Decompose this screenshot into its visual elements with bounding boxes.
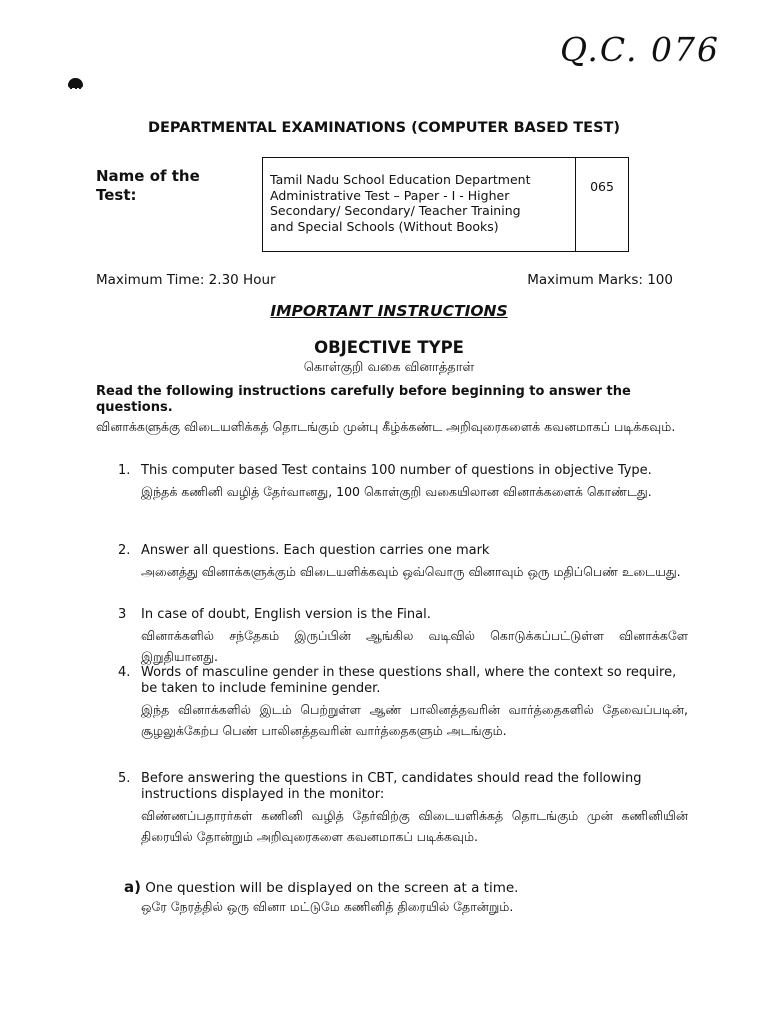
sub-item-letter: a) [124,878,141,896]
item-text-tamil: விண்ணப்பதாரர்கள் கணினி வழித் தேர்விற்கு விடையளிக்கத் தொடங்கும் முன் கணினியின் திரையில் தோன்றும் அறிவுரைகளை கவனமாகப் படிக்கவும். [141,808,688,844]
sub-item-text-tamil: ஒரே நேரத்தில் ஒரு வினா மட்டுமே கணினித் திரையில் தோன்றும். [141,899,514,914]
item-text-english: Words of masculine gender in these questions shall, where the context so require, be taken to include feminine gender. [141,665,677,696]
test-name-line: Tamil Nadu School Education Department [270,172,531,187]
test-name-line: Secondary/ Secondary/ Teacher Training [270,203,521,218]
qc-code-handwritten: Q.C. 076 [560,30,720,69]
test-name-label-line1: Name of the [96,167,200,185]
instruction-item-3 [118,607,688,667]
sub-item-text-english: One question will be displayed on the screen at a time. [140,880,519,896]
item-number: 1. [118,463,131,478]
item-text-tamil: இந்த வினாக்களில் இடம் பெற்றுள்ள ஆண் பாலினத்தவரின் வார்த்தைகளில் தேவைப்படின், சூழலுக்கேற்ப பெண் பாலினத்தவரின் வார்த்தைகளும் அடங்கும். [141,702,688,738]
instruction-item-2 [118,543,688,582]
department-title: DEPARTMENTAL EXAMINATIONS (COMPUTER BASED TEST) [147,120,621,136]
item-text-english: In case of doubt, English version is the Final. [141,607,431,622]
maximum-marks: Maximum Marks: 100 [527,272,673,288]
objective-type-heading-tamil: கொள்குறி வகை வினாத்தாள் [303,360,475,375]
test-name-label [96,167,200,205]
test-name-label-line2: Test: [96,186,137,204]
item-text-english: This computer based Test contains 100 number of questions in objective Type. [141,463,652,478]
read-instructions-tamil: வினாக்களுக்கு விடையளிக்கத் தொடங்கும் முன்பு கீழ்க்கண்ட அறிவுரைகளைக் கவனமாகப் படிக்கவும். [96,419,676,434]
important-instructions-heading: IMPORTANT INSTRUCTIONS [270,302,508,320]
test-name-cell [263,158,576,251]
test-name-line: Administrative Test – Paper - I - Higher [270,187,510,203]
maximum-time: Maximum Time: 2.30 Hour [96,272,276,288]
item-number: 2. [118,543,131,558]
instruction-item-1 [118,463,688,502]
item-text-tamil: இந்தக் கணினி வழித் தேர்வானது, 100 கொள்குறி வகையிலான வினாக்களைக் கொண்டது. [141,484,652,499]
sub-instruction-a [124,878,684,916]
test-code-cell: 065 [590,179,614,194]
instruction-item-4 [118,665,688,741]
item-number: 3 [118,607,127,622]
instruction-item-5 [118,771,688,847]
test-details-box [262,157,629,252]
scan-mark-icon [68,78,83,88]
item-text-tamil: அனைத்து வினாக்களுக்கும் விடையளிக்கவும் ஒவ்வொரு வினாவும் ஒரு மதிப்பெண் உடையது. [141,564,681,579]
read-instructions-english: Read the following instructions carefully before beginning to answer the questions. [96,384,631,415]
objective-type-heading: OBJECTIVE TYPE [314,338,464,357]
item-number: 5. [118,771,131,786]
test-name-line: and Special Schools (Without Books) [270,218,499,234]
item-text-english: Answer all questions. Each question carries one mark [141,543,490,558]
item-text-english: Before answering the questions in CBT, candidates should read the following instructions displayed in the monitor: [141,771,642,802]
item-number: 4. [118,665,131,680]
item-text-tamil: வினாக்களில் சந்தேகம் இருப்பின் ஆங்கில வடிவில் கொடுக்கப்பட்டுள்ள வினாக்களே இறுதியானது. [141,628,688,664]
